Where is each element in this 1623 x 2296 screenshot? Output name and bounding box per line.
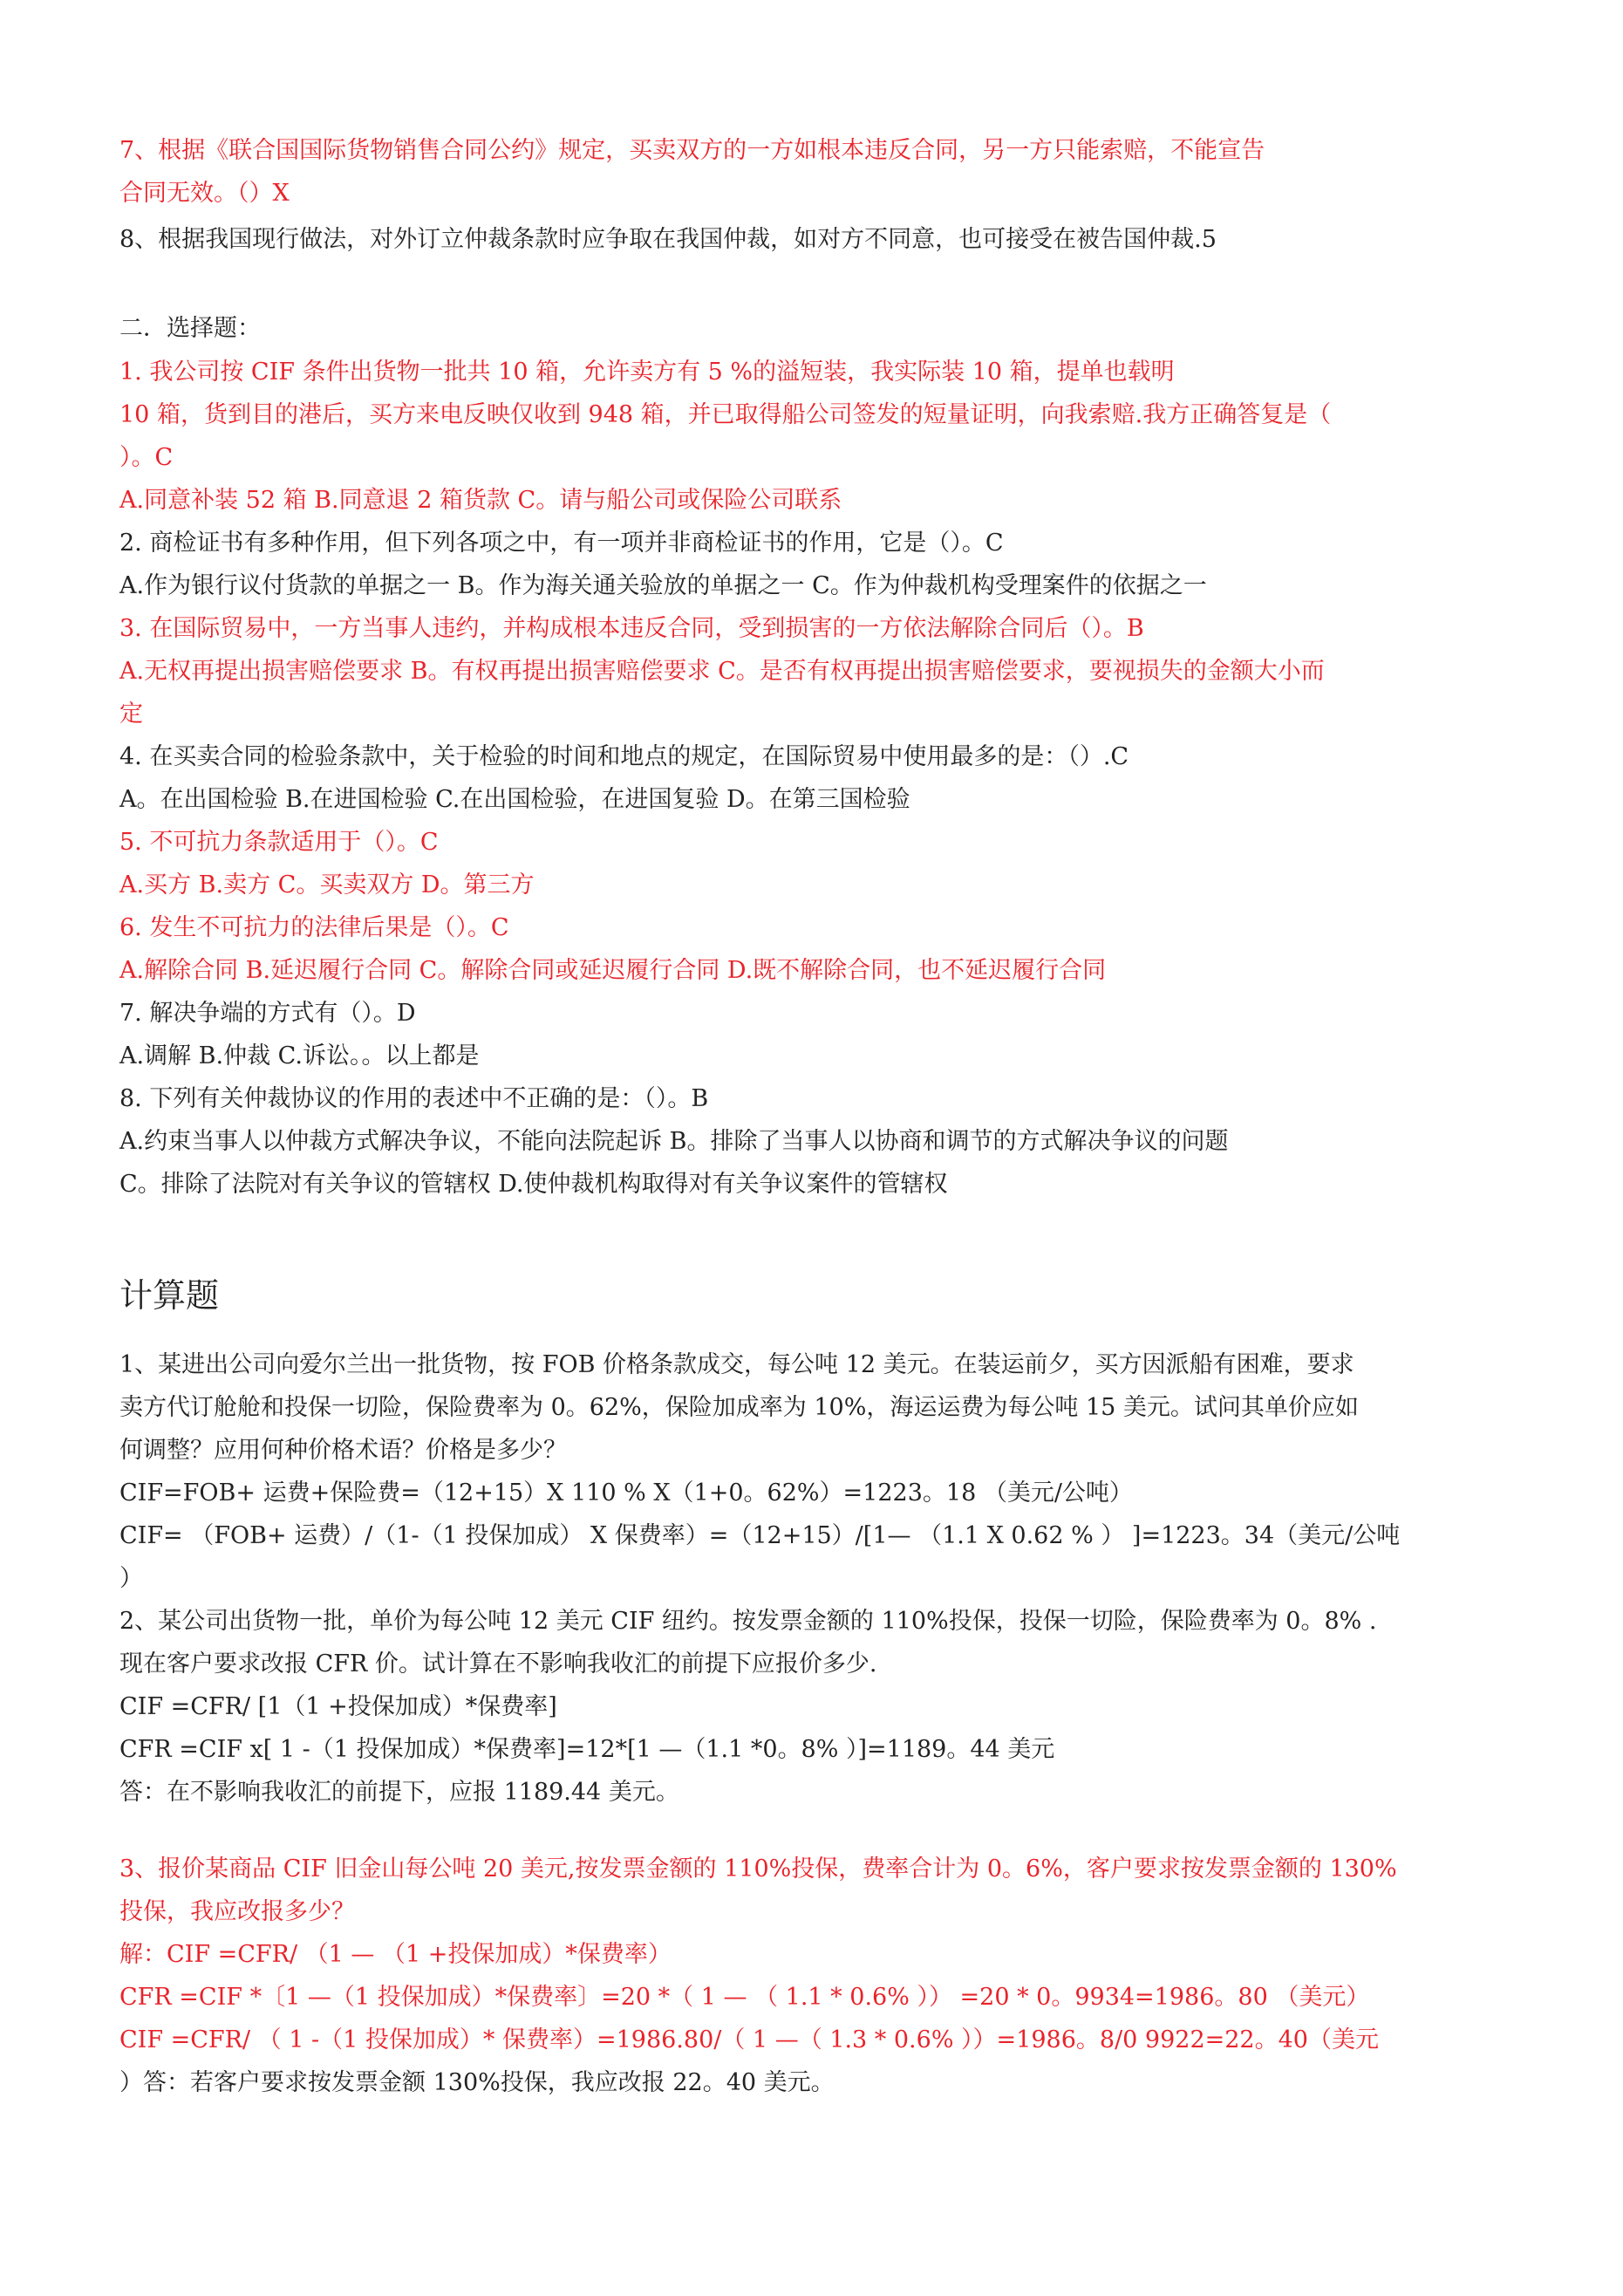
choice-q1-line-2: 10 箱，货到目的港后，买方来电反映仅收到 948 箱，并已取得船公司签发的短量证明，向我索赔.我方正确答复是（ — [119, 401, 1332, 428]
calc-q3-solution: 解：CIF =CFR/ （1 — （1 +投保加成）*保费率） — [119, 1941, 672, 1968]
choice-q4-options: A。在出国检验 B.在进国检验 C.在出国检验，在进国复验 D。在第三国检验 — [119, 786, 910, 813]
calc-q2-formula-2: CFR =CIF x[ 1 -（1 投保加成）*保费率]=12*[1 —（1.1 *0。8% ）]=1189。44 美元 — [119, 1736, 1055, 1763]
choice-q2: 2. 商检证书有多种作用，但下列各项之中，有一项并非商检证书的作用，它是（）。C — [119, 530, 1004, 557]
choice-q8-options-line-2: C。排除了法院对有关争议的管辖权 D.使仲裁机构取得对有关争议案件的管辖权 — [119, 1171, 948, 1198]
calc-q3-formula-1: CFR =CIF *〔1 —（1 投保加成）*保费率〕=20 *（ 1 — （ 1.1 * 0.6% ）） =20 * 0。9934=1986。80 （美元） — [119, 1984, 1370, 2011]
calc-q3-answer: ）答：若客户要求按发票金额 130%投保，我应改报 22。40 美元。 — [119, 2069, 835, 2096]
calc-q2-line-1: 2、某公司出货物一批，单价为每公吨 12 美元 CIF 纽约。按发票金额的 110%投保，投保一切险，保险费率为 0。8% . — [119, 1608, 1377, 1635]
choice-q8-options-line-1: A.约束当事人以仲裁方式解决争议，不能向法院起诉 B。排除了当事人以协商和调节的方式解决争议的问题 — [119, 1128, 1229, 1155]
choice-q3: 3. 在国际贸易中，一方当事人违约，并构成根本违反合同，受到损害的一方依法解除合同后（）。B — [119, 615, 1144, 642]
choice-q5: 5. 不可抗力条款适用于（）。C — [119, 829, 439, 856]
choice-q2-options: A.作为银行议付货款的单据之一 B。作为海关通关验放的单据之一 C。作为仲裁机构受理案件的依据之一 — [119, 572, 1207, 599]
judgement-item-7-line-1: 7、根据《联合国国际货物销售合同公约》规定，买卖双方的一方如根本违反合同，另一方只能索赔，不能宣告 — [119, 137, 1265, 164]
choice-q6: 6. 发生不可抗力的法律后果是（）。C — [119, 914, 509, 941]
calc-q1-formula-2: CIF= （FOB+ 运费）/（1-（1 投保加成） X 保费率）=（12+15）/[1— （1.1 X 0.62 % ） ]=1223。34（美元/公吨 — [119, 1522, 1401, 1549]
calc-q3-formula-2: CIF =CFR/ （ 1 -（1 投保加成）* 保费率）=1986.80/（ 1 —（ 1.3 * 0.6% ））=1986。8/0 9922=22。40（美元 — [119, 2026, 1379, 2053]
judgement-item-8: 8、根据我国现行做法，对外订立仲裁条款时应争取在我国仲裁，如对方不同意，也可接受在被告国仲裁.5 — [119, 226, 1217, 253]
calc-q2-answer: 答：在不影响我收汇的前提下，应报 1189.44 美元。 — [119, 1779, 679, 1806]
choice-q3-options-line-2: 定 — [119, 700, 143, 728]
choice-q7-options: A.调解 B.仲裁 C.诉讼。。以上都是 — [119, 1042, 480, 1069]
calc-q1-line-2: 卖方代订舱舱和投保一切险，保险费率为 0。62%，保险加成率为 10%，海运运费为每公吨 15 美元。试问其单价应如 — [119, 1394, 1359, 1421]
calc-q1-line-3: 何调整？应用何种价格术语？价格是多少？ — [119, 1437, 567, 1464]
choice-q5-options: A.买方 B.卖方 C。买卖双方 D。第三方 — [119, 871, 535, 899]
calc-q2-formula-1: CIF =CFR/ [1（1 +投保加成）*保费率] — [119, 1693, 557, 1720]
choice-q1-options: A.同意补装 52 箱 B.同意退 2 箱货款 C。请与船公司或保险公司联系 — [119, 487, 842, 514]
judgement-item-7-line-2: 合同无效。（）X — [119, 180, 290, 207]
calc-q1-line-1: 1、某进出公司向爱尔兰出一批货物，按 FOB 价格条款成交，每公吨 12 美元。在装运前夕，买方因派船有困难，要求 — [119, 1351, 1354, 1378]
calc-q1-formula-1: CIF=FOB+ 运费+保险费=（12+15）X 110 % X（1+0。62%）=1223。18 （美元/公吨） — [119, 1479, 1133, 1507]
calc-q3-line-2: 投保，我应改报多少？ — [119, 1898, 355, 1925]
choice-q4: 4. 在买卖合同的检验条款中，关于检验的时间和地点的规定，在国际贸易中使用最多的是：（）.C — [119, 743, 1129, 770]
choice-q1-line-1: 1. 我公司按 CIF 条件出货物一批共 10 箱，允许卖方有 5 %的溢短装，我实际装 10 箱，提单也载明 — [119, 359, 1175, 386]
calc-q1-formula-2-end: ） — [119, 1565, 143, 1592]
choice-q6-options: A.解除合同 B.延迟履行合同 C。解除合同或延迟履行合同 D.既不解除合同，也不延迟履行合同 — [119, 957, 1107, 984]
section-title-choice: 二．选择题： — [119, 315, 261, 342]
choice-q7: 7. 解决争端的方式有（）。D — [119, 1000, 416, 1027]
section-title-calculation: 计算题 — [119, 1276, 220, 1315]
choice-q8: 8. 下列有关仲裁协议的作用的表述中不正确的是：（）。B — [119, 1085, 709, 1112]
choice-q1-line-3: ）。C — [119, 444, 174, 471]
choice-q3-options-line-1: A.无权再提出损害赔偿要求 B。有权再提出损害赔偿要求 C。是否有权再提出损害赔偿要求，要视损失的金额大小而 — [119, 658, 1325, 685]
calc-q2-line-2: 现在客户要求改报 CFR 价。试计算在不影响我收汇的前提下应报价多少. — [119, 1650, 877, 1678]
calc-q3-line-1: 3、报价某商品 CIF 旧金山每公吨 20 美元,按发票金额的 110%投保，费率合计为 0。6%，客户要求按发票金额的 130% — [119, 1855, 1397, 1883]
